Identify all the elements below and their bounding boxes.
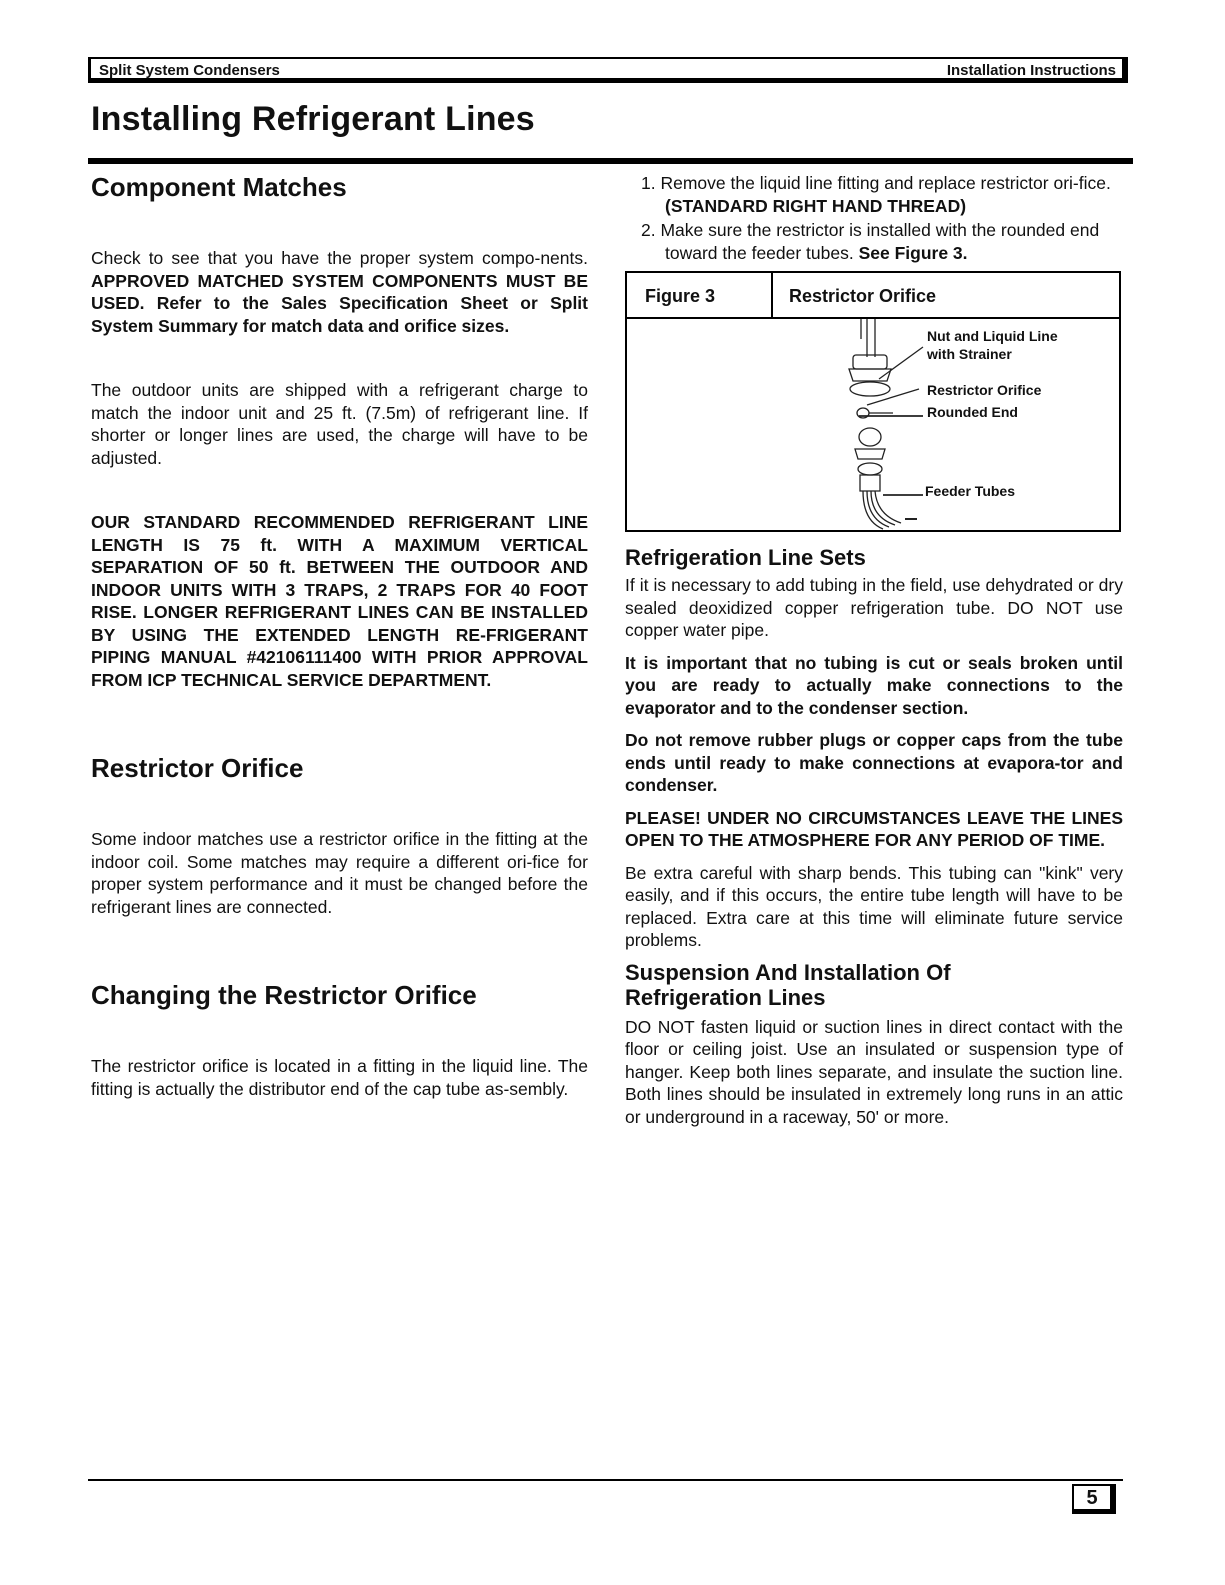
title-rule (88, 158, 1133, 164)
label-rounded-end: Rounded End (927, 404, 1018, 420)
running-header (88, 57, 1128, 83)
line-sets-paragraph-5: Be extra careful with sharp bends. This tubing can "kink" very easily, and if this occurs, the entire tube length will have to be replaced. Extra care at this time will eliminate future service problems. (625, 862, 1123, 950)
heading-suspension-line-1: Suspension And Installation Of (625, 959, 951, 985)
header-right: Installation Instructions (946, 62, 1116, 79)
label-nut-line-2: with Strainer (927, 346, 1012, 362)
page-number: 5 (1072, 1484, 1116, 1514)
heading-restrictor-orifice: Restrictor Orifice (91, 753, 304, 783)
line-length-warning: OUR STANDARD RECOMMENDED REFRIGERANT LINE LENGTH IS 75 ft. WITH A MAXIMUM VERTICAL SEPARATION OF 50 ft. BETWEEN THE OUTDOOR AND INDOOR UNITS WITH 3 TRAPS, 2 TRAPS FOR 40 FOOT RISE. LONGER REFRIGERANT LINES CAN BE INSTALLED BY USING THE EXTENDED LENGTH RE-FRIGERANT PIPING MANUAL #42106111400 WITH PRIOR APPROVAL FROM ICP TECHNICAL SERVICE DEPARTMENT. (91, 512, 588, 690)
label-restrictor-orifice: Restrictor Orifice (927, 382, 1042, 398)
heading-refrigeration-line-sets: Refrigeration Line Sets (625, 545, 866, 570)
figure-3 (625, 271, 1121, 532)
step-text: Make sure the restrictor is installed with the rounded end toward the feeder tubes. (660, 220, 1100, 263)
component-matches-bold-text: APPROVED MATCHED SYSTEM COMPONENTS MUST BE USED. Refer to the Sales Specification Sheet or Split System Summary for match data and orifice sizes. (91, 270, 588, 336)
line-sets-paragraph-1: If it is necessary to add tubing in the field, use dehydrated or dry sealed deoxidized copper refrigeration tube. DO NOT use copper water pipe. (625, 575, 1123, 640)
step-2 (625, 219, 1123, 264)
heading-component-matches: Component Matches (91, 172, 347, 202)
heading-suspension-line-2: Refrigeration Lines (625, 984, 826, 1010)
line-sets-paragraph-2: It is important that no tubing is cut or seals broken until you are ready to actually make connections to the evaporator and to the condenser section. (625, 652, 1123, 718)
step-bold-text: (STANDARD RIGHT HAND THREAD) (665, 195, 967, 216)
component-matches-text: Check to see that you have the proper system compo-nents. (91, 248, 588, 268)
header-left: Split System Condensers (99, 62, 280, 79)
steps-list (625, 172, 1123, 264)
figure-header-divider (771, 273, 773, 317)
right-column-steps (625, 172, 1123, 266)
restrictor-orifice-paragraph: Some indoor matches use a restrictor orifice in the fitting at the indoor coil. Some matches may require a different ori-fice for proper system performance and it must be changed before the refrigerant lines are connected. (91, 829, 588, 917)
component-matches-paragraph-1 (91, 247, 588, 337)
step-number: 1. (641, 173, 656, 193)
suspension-paragraph: DO NOT fasten liquid or suction lines in direct contact with the floor or ceiling joist. Use an insulated or suspension type of hanger. Keep both lines separate, and insulate the suction line. Both lines should be insulated in extremely long runs in an attic or underground in a raceway, 50' or more. (625, 1016, 1123, 1127)
label-feeder-tubes: Feeder Tubes (925, 483, 1015, 499)
component-matches-paragraph-2: The outdoor units are shipped with a refrigerant charge to match the indoor unit and 25 ft. (7.5m) of refrigerant line. If shorter or longer lines are used, the charge will have to be adjusted. (91, 380, 588, 468)
label-nut-liquid-line (927, 327, 1058, 363)
step-text: Remove the liquid line fitting and replace restrictor ori-fice. (660, 173, 1111, 193)
figure-number: Figure 3 (645, 286, 716, 306)
heading-changing-restrictor-orifice: Changing the Restrictor Orifice (91, 980, 477, 1010)
label-nut-line-1: Nut and Liquid Line (927, 328, 1058, 344)
heading-suspension (625, 960, 1123, 1010)
changing-restrictor-paragraph: The restrictor orifice is located in a fitting in the liquid line. The fitting is actually the distributor end of the cap tube as-sembly. (91, 1056, 588, 1099)
left-column (91, 172, 588, 1100)
step-bold-text: See Figure 3. (858, 242, 968, 263)
figure-header (627, 273, 1119, 319)
line-sets-warning: PLEASE! UNDER NO CIRCUMSTANCES LEAVE THE LINES OPEN TO THE ATMOSPHERE FOR ANY PERIOD OF TIME. (625, 807, 1123, 850)
step-number: 2. (641, 220, 656, 240)
footer-rule (88, 1479, 1123, 1481)
figure-title: Restrictor Orifice (789, 286, 937, 306)
page-title: Installing Refrigerant Lines (91, 100, 535, 138)
line-sets-paragraph-3: Do not remove rubber plugs or copper caps from the tube ends until ready to make connections at evapora-tor and condenser. (625, 730, 1123, 795)
step-1 (625, 172, 1123, 217)
right-column-sections (625, 545, 1123, 1128)
